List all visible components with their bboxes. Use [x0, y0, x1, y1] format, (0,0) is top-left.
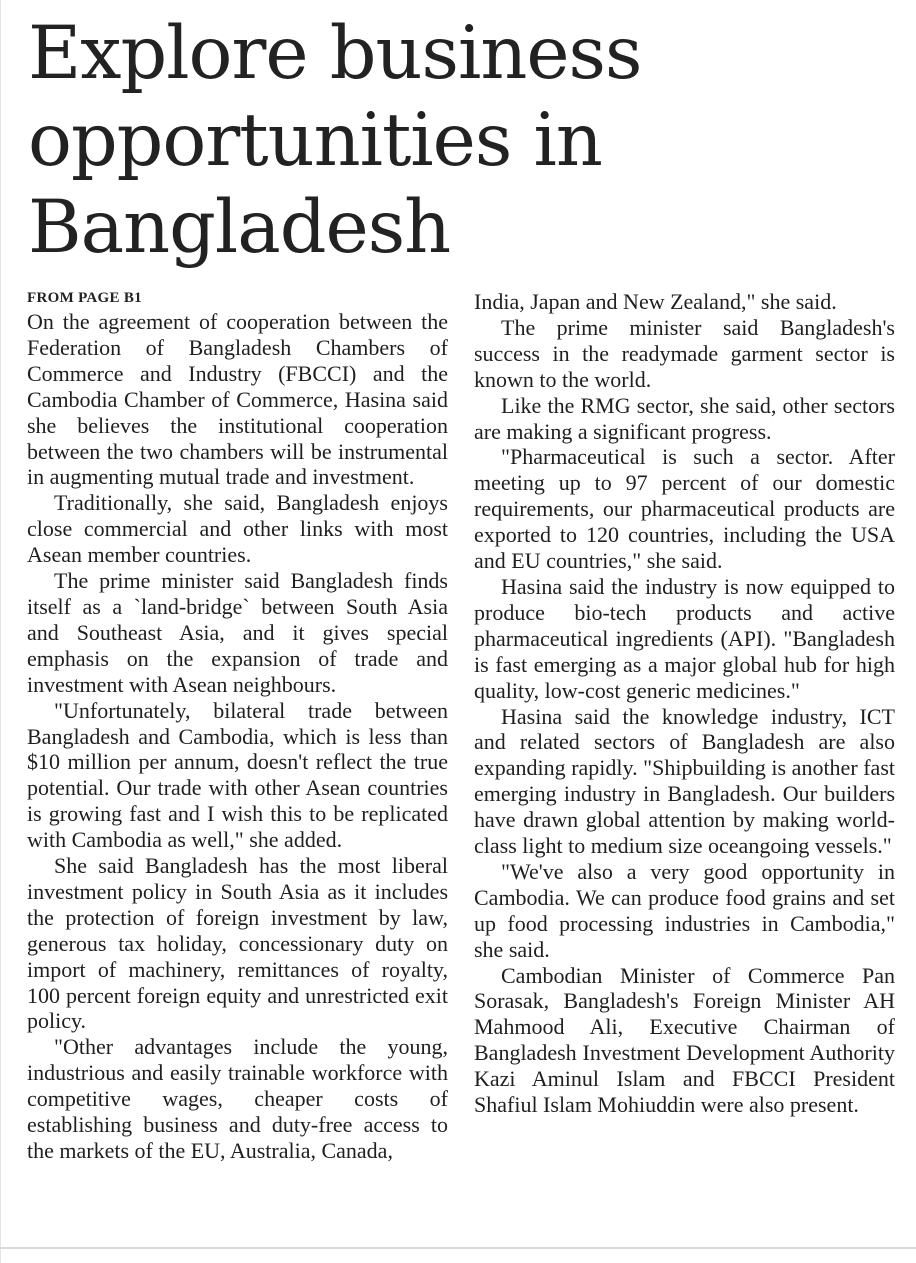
article-column-right — [474, 289, 895, 1118]
paragraph: Cambodian Minister of Commerce Pan Sorasak, Bangladesh's Foreign Minister AH Mahmood Ali, Executive Chairman of Bangladesh Investment Development Authority Kazi Aminul Islam and FBCCI President Shafiul Islam Mohiuddin were also present. — [474, 962, 895, 1118]
paragraph: She said Bangladesh has the most liberal investment policy in South Asia as it includes the protection of foreign investment by law, generous tax holiday, concessionary duty on import of machinery, remittances of royalty, 100 percent foreign equity and unrestricted exit policy. — [27, 853, 448, 1034]
paragraph: India, Japan and New Zealand," she said. — [474, 289, 837, 314]
article-column-left — [27, 288, 448, 1164]
paragraph: The prime minister said Bangladesh's success in the readymade garment sector is known to the world. — [474, 314, 895, 392]
paragraph: Hasina said the knowledge industry, ICT and related sectors of Bangladesh are also expanding rapidly. "Shipbuilding is another fast emerging industry in Bangladesh. Our builders have drawn global attention by making world-class light to medium size oceangoing vessels." — [474, 703, 895, 859]
paragraph: "Pharmaceutical is such a sector. After meeting up to 97 percent of our domestic requirements, our pharmaceutical products are exported to 120 countries, including the USA and EU countries," she said. — [474, 444, 895, 574]
paragraph: The prime minister said Bangladesh finds itself as a `land-bridge` between South Asia and Southeast Asia, and it gives special emphasis on the expansion of trade and investment with Asean neighbours. — [27, 568, 448, 697]
paragraph: "We've also a very good opportunity in Cambodia. We can produce food grains and set up food processing industries in Cambodia," she said. — [474, 858, 895, 962]
paragraph: "Unfortunately, bilateral trade between Bangladesh and Cambodia, which is less than $10 million per annum, doesn't reflect the true potential. Our trade with other Asean countries is growing fast and I wish this to be replicated with Cambodia as well," she added. — [27, 697, 448, 853]
paragraph: On the agreement of cooperation between the Federation of Bangladesh Chambers of Commerce and Industry (FBCCI) and the Cambodia Chamber of Commerce, Hasina said she believes the institutional cooperation between the two chambers will be instrumental in augmenting mutual trade and investment. — [27, 309, 448, 490]
paragraph: Traditionally, she said, Bangladesh enjoys close commercial and other links with most Asean member countries. — [27, 490, 448, 568]
left-edge-line — [0, 0, 1, 1263]
headline: Explore business opportunities in Bangladesh — [28, 11, 642, 270]
paragraph: "Other advantages include the young, industrious and easily trainable workforce with competitive wages, cheaper costs of establishing business and duty-free access to the markets of the EU, Australia, Canada, — [27, 1034, 448, 1163]
paragraph: Hasina said the industry is now equipped to produce bio-tech products and active pharmaceutical ingredients (API). "Bangladesh is fast emerging as a major global hub for high quality, low-cost generic medicines." — [474, 573, 895, 703]
paragraph: Like the RMG sector, she said, other sectors are making a significant progress. — [474, 392, 895, 444]
continuation-kicker: FROM PAGE B1 — [27, 290, 142, 306]
bottom-divider — [0, 1247, 916, 1249]
